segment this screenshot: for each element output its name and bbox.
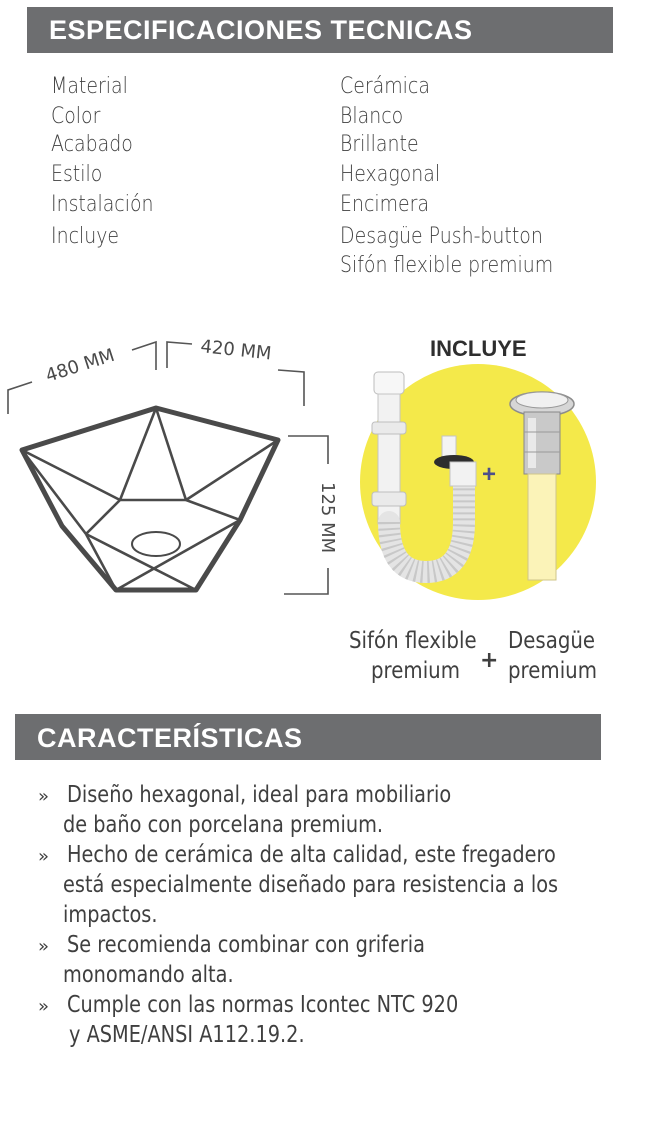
siphon-caption-line2: premium xyxy=(371,658,460,684)
sink-dimension-drawing xyxy=(0,320,345,610)
hexagonal-sink-icon xyxy=(22,408,278,590)
feature-1-line-1: Diseño hexagonal, ideal para mobiliario xyxy=(67,782,452,808)
features-header: CARACTERÍSTICAS xyxy=(15,714,601,760)
spec-value-instalacion: Encimera xyxy=(340,192,430,217)
feature-3-line-1: Se recomienda combinar con griferia xyxy=(67,932,426,958)
specs-header: ESPECIFICACIONES TECNICAS xyxy=(27,7,613,53)
width-bracket-left xyxy=(8,382,32,414)
spec-value-acabado: Brillante xyxy=(340,132,419,157)
height-bracket-bottom xyxy=(284,568,328,594)
spec-label-estilo: Estilo xyxy=(51,162,103,187)
depth-bracket-right xyxy=(278,370,304,406)
spec-label-acabado: Acabado xyxy=(51,132,133,157)
includes-illustration xyxy=(358,362,598,602)
spec-label-material: Material xyxy=(51,74,128,99)
bullet-marker: » xyxy=(38,996,50,1017)
spec-label-color: Color xyxy=(51,104,101,129)
bullet-marker: » xyxy=(38,786,50,807)
caption-plus: + xyxy=(480,648,499,673)
feature-2-line-2: está especialmente diseñado para resistencia a los xyxy=(63,872,559,898)
spec-value-incluye-extra: Sifón flexible premium xyxy=(340,253,554,278)
siphon-caption-line1: Sifón flexible xyxy=(349,628,477,654)
spec-value-material: Cerámica xyxy=(340,74,430,99)
height-label: 125 MM xyxy=(317,482,338,554)
drain-caption-line2: premium xyxy=(508,658,597,684)
height-bracket-top xyxy=(288,436,328,464)
spec-value-incluye: Desagüe Push-button xyxy=(340,224,543,249)
feature-1-line-2: de baño con porcelana premium. xyxy=(63,812,384,838)
depth-bracket-left xyxy=(167,342,192,368)
bullet-marker: » xyxy=(38,846,50,867)
feature-2-line-1: Hecho de cerámica de alta calidad, este fregadero xyxy=(67,842,556,868)
width-label: 480 MM xyxy=(43,344,118,387)
drain-caption-line1: Desagüe xyxy=(508,628,596,654)
spec-value-color: Blanco xyxy=(340,104,404,129)
drain-hole xyxy=(132,532,180,556)
plus-icon: + xyxy=(482,461,497,488)
feature-4-line-2: y ASME/ANSI A112.19.2. xyxy=(69,1022,305,1048)
feature-3-line-2: monomando alta. xyxy=(63,962,234,988)
spec-label-instalacion: Instalación xyxy=(51,192,154,217)
includes-title: INCLUYE xyxy=(430,336,527,361)
feature-2-line-3: impactos. xyxy=(63,902,158,928)
spec-label-incluye: Incluye xyxy=(51,224,120,249)
feature-4-line-1: Cumple con las normas Icontec NTC 920 xyxy=(67,992,459,1018)
width-bracket-right xyxy=(132,342,156,370)
spec-value-estilo: Hexagonal xyxy=(340,162,441,187)
depth-label: 420 MM xyxy=(199,336,273,365)
bullet-marker: » xyxy=(38,936,50,957)
